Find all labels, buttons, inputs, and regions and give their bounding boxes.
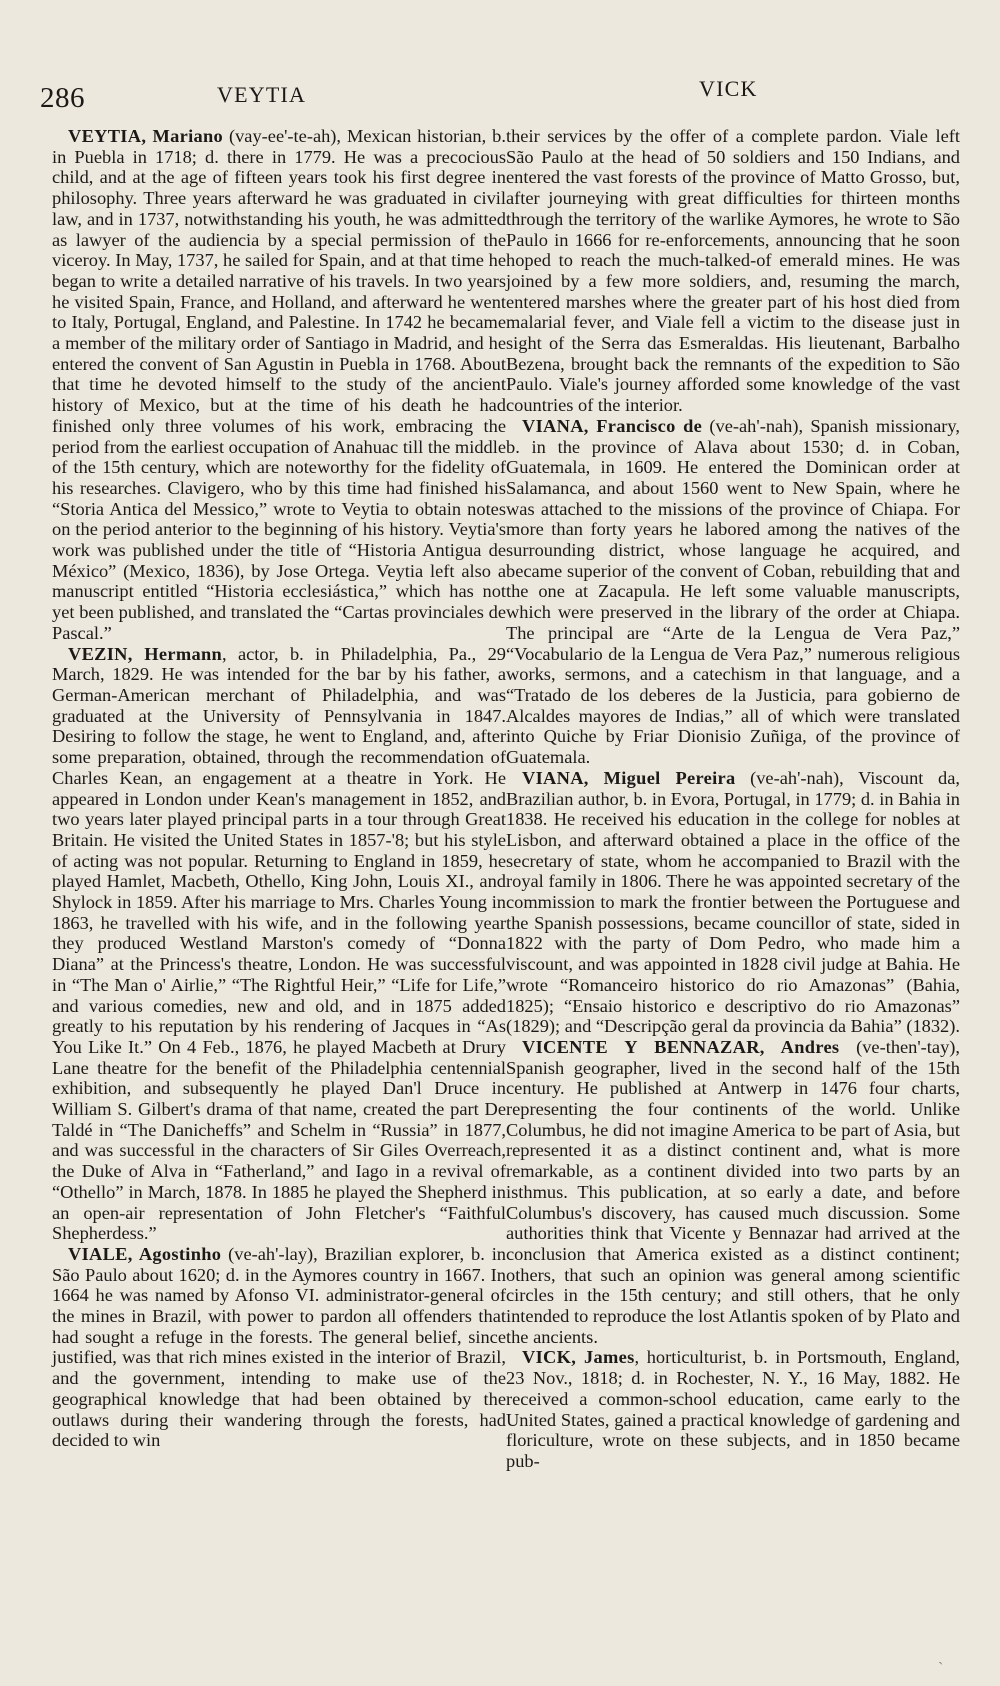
entry-vezin	[52, 644, 506, 1244]
running-head-right: VICK	[699, 76, 758, 101]
entry-headword: VIALE, Agostinho	[68, 1243, 222, 1264]
entry-headword: VEYTIA, Mariano	[68, 126, 224, 146]
entry-text: (ve-ah'-lay), Brazilian explorer, b. in São Paulo about 1620; d. in the Aymores country in 1667. In 1664 he was named by Afonso VI. administrator-general of the mines in Brazil, with power to pardon all offenders that had sought a refuge in the forests. The general belief, since justified, was that rich mines existed in the interior of Brazil, and the government, intending to make use of the geographical knowledge that had been obtained by the outlaws during their wandering through the forests, had decided to win	[52, 1243, 506, 1451]
entry-viale-continued	[506, 126, 960, 416]
entry-text: , actor, b. in Philadelphia, Pa., 29 March, 1829. He was intended for the bar by his father, a German-American merchant of Philadelphia, and was graduated at the University of Pennsylvania in 1847. Desiring to follow the stage, he went to England, and, after some preparation, obtained, through the recommendation of Charles Kean, an engagement at a theatre in York. He appeared in London under Kean's management in 1852, and two years later played principal parts in a tour through Great Britain. He visited the United States in 1857-'8; but his style of acting was not popular. Returning to England in 1859, he played Hamlet, Macbeth, Othello, King John, Louis XI., and Shylock in 1859. After his marriage to Mrs. Charles Young in 1863, he travelled with his wife, and in the following year they produced Westland Marston's comedy of “Donna Diana” at the Princess's theatre, London. He was successful in “The Man o' Airlie,” “The Rightful Heir,” “Life for Life,” and various comedies, new and old, and in 1875 added greatly to his reputation by his rendering of Jacques in “As You Like It.” On 4 Feb., 1876, he played Macbeth at Drury Lane theatre for the benefit of the Philadelphia centennial exhibition, and subsequently he played Dan'l Druce in William S. Gilbert's drama of that name, created the part De Taldé in “The Danicheffs” and Schelm in “Russia” in 1877, and was successful in the characters of Sir Giles Overreach, the Duke of Alva in “Fatherland,” and Iago in a revival of “Othello” in March, 1878. In 1885 he played the Shepherd in an open-air representation of John Fletcher's “Faithful Shepherdess.”	[52, 643, 507, 1244]
entry-headword: VIANA, Francisco de	[522, 415, 703, 436]
entry-text: (ve-ah'-nah), Spanish missionary, b. in the province of Alava about 1530; d. in Coban, Guatemala, in 1609. He entered the Dominican order at Salamanca, and about 1560 went to New Spain, where he was attached to the missions of the province of Chiapa. For more than forty years he labored among the natives of the surrounding district, whose language he acquired, and became superior of the convent of Coban, rebuilding that and the one at Zacapula. He left some valuable manuscripts, which were preserved in the library of the order at Chiapa. The principal are “Arte de la Lengua de Vera Paz,” “Vocabulario de la Lengua de Vera Paz,” numerous religious works, sermons, and a catechism in that language, and a “Tratado de los deberes de la Justicia, para gobierno de Alcaldes mayores de Indias,” all of which were translated into Quiche by Friar Dionisio Zuñiga, of the province of Guatemala.	[506, 415, 961, 768]
entry-headword: VICK, James	[522, 1347, 635, 1368]
entry-vick	[506, 1347, 960, 1471]
entry-headword: VIANA, Miguel Pereira	[522, 767, 736, 788]
entry-viana-francisco	[506, 416, 960, 768]
entry-viana-miguel	[506, 768, 960, 1037]
page-number: 286	[40, 82, 85, 114]
entry-headword: VEZIN, Hermann	[68, 643, 223, 664]
entry-vicente	[506, 1037, 960, 1348]
entry-veytia	[52, 126, 506, 644]
entry-text: (ve-then'-tay), Spanish geographer, lived in the second half of the 15th century. He published at Antwerp in 1476 four charts, representing the four continents of the world. Unlike Columbus, he did not imagine America to be part of Asia, but represented it as a distinct continent and, what is more remarkable, as a continent divided into two parts by an isthmus. This publication, at so early a date, and before Columbus's discovery, has caused much discussion. Some authorities think that Vicente y Bennazar had arrived at the conclusion that America existed as a distinct continent; others, that such an opinion was general among scientific circles in the 15th century; and still others, that he only intended to reproduce the lost Atlantis spoken of by Plato and the ancients.	[506, 1036, 960, 1347]
entry-viale	[52, 1244, 506, 1451]
entry-text: (ve-ah'-nah), Viscount da, Brazilian author, b. in Evora, Portugal, in 1779; d. in Bahia in 1838. He received his education in the college for nobles at Lisbon, and afterward obtained a place in the office of the secretary of state, whom he accompanied to Brazil with the royal family in 1806. There he was appointed secretary of the commission to mark the frontier between the Portuguese and the Spanish possessions, became councillor of state, sided in 1822 with the party of Dom Pedro, who made him a viscount, and was appointed in 1828 civil judge at Bahia. He wrote “Romanceiro historico do rio Amazonas” (Bahia, 1825); “Ensaio historico e descriptivo do rio Amazonas” (1829); and “Descripção geral da provincia da Bahia” (1832).	[506, 767, 960, 1037]
entry-headword: VICENTE Y BENNAZAR, Andres	[522, 1036, 840, 1057]
page-header	[40, 72, 960, 114]
ink-speck: ˎ	[938, 1648, 944, 1665]
left-column	[52, 126, 506, 1451]
right-column	[506, 126, 960, 1472]
entry-text: (vay-ee'-te-ah), Mexican historian, b. in Puebla in 1718; d. there in 1779. He was a precocious child, and at the age of fifteen years took his first degree in philosophy. Three years afterward he was graduated in civil law, and in 1737, notwithstanding his youth, he was admitted as lawyer of the audiencia by a special permission of the viceroy. In May, 1737, he sailed for Spain, and at that time he began to write a detailed narrative of his travels. In two years he visited Spain, France, and Holland, and afterward he went to Italy, Portugal, England, and Palestine. In 1742 he became a member of the military order of Santiago in Madrid, and he entered the convent of San Agustin in Puebla in 1768. About that time he devoted himself to the study of the ancient history of Mexico, but at the time of his death he had finished only three volumes of his work, embracing the period from the earliest occupation of Anahuac till the middle of the 15th century, which are noteworthy for the fidelity of his researches. Clavigero, who by this time had finished his “Storia Antica del Messico,” wrote to Veytia to obtain notes on the period anterior to the beginning of his history. Veytia's work was published under the title of “Historia Antigua de México” (Mexico, 1836), by Jose Ortega. Veytia left also a manuscript entitled “Historia ecclesiástica,” which has not yet been published, and translated the “Cartas provinciales de Pascal.”	[52, 126, 507, 643]
running-head-left: VEYTIA	[217, 82, 307, 107]
entry-text: , horticulturist, b. in Portsmouth, England, 23 Nov., 1818; d. in Rochester, N. Y., 16 May, 1882. He received a common-school education, came early to the United States, gained a practical knowledge of gardening and floriculture, wrote on these subjects, and in 1850 became pub-	[506, 1347, 960, 1471]
entry-text: their services by the offer of a complete pardon. Viale left São Paulo at the head of 50 soldiers and 150 Indians, and entered the vast forests of the province of Matto Grosso, but, after journeying with great difficulties for thirteen months through the territory of the warlike Aymores, he wrote to São Paulo in 1666 for re-enforcements, announcing that he soon hoped to reach the much-talked-of emerald mines. He was joined by a few more soldiers, and, resuming the march, entered marshes where the greater part of his host died from malarial fever, and Viale fell a victim to the disease just in sight of the Serra das Esmeraldas. His lieutenant, Barbalho Bezena, brought back the remnants of the expedition to São Paulo. Viale's journey afforded some knowledge of the vast countries of the interior.	[506, 126, 960, 416]
